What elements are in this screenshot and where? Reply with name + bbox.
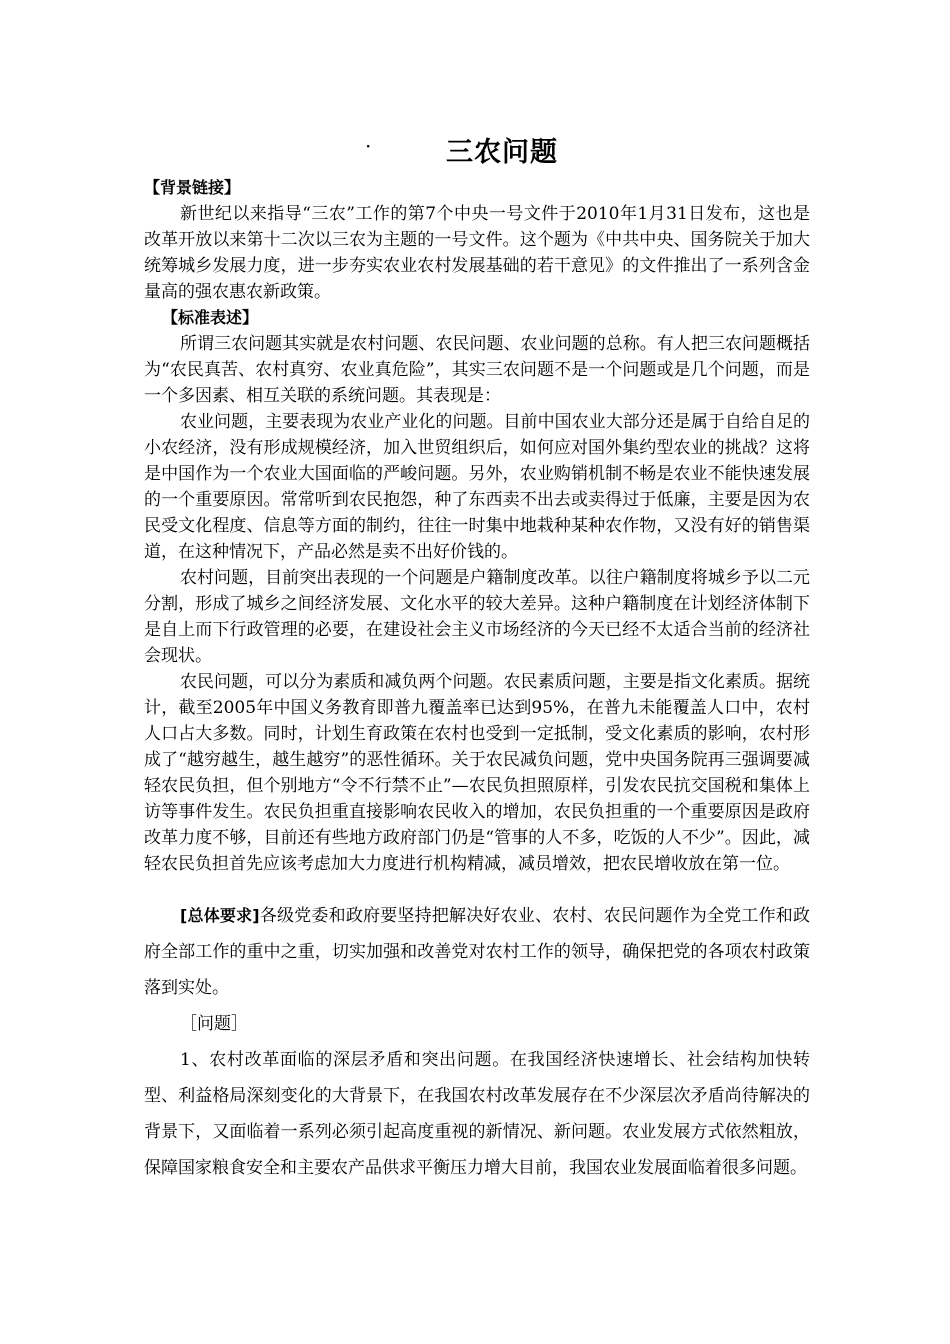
questions-heading: ［问题］ [180, 1014, 248, 1034]
questions-paragraph: 1、农村改革面临的深层矛盾和突出问题。在我国经济快速增长、社会结构加快转型、利益格局深刻变化的大背景下，在我国农村改革发展存在不少深层次矛盾尚待解决的背景下，又面临着一系列必须引起高度重视的新情况、新问题。农业发展方式依然粗放，保障国家粮食安全和主要农产品供求平衡压力增大目前，我国农业发展面临着很多问题。 [144, 1050, 810, 1178]
main-section [144, 175, 810, 877]
requirements-section [144, 898, 810, 1186]
standard-heading: 【标准表述】 [162, 308, 259, 327]
standard-paragraph-farmers: 农民问题，可以分为素质和减负两个问题。农民素质问题，主要是指文化素质。据统计，截至2005年中国义务教育即普九覆盖率已达到95%，在普九未能覆盖人口中，农村人口占大多数。同时，计划生育政策在农村也受到一定抵制，受文化素质的影响，农村形成了“越穷越生，越生越穷”的恶性循环。关于农民减负问题，党中央国务院再三强调要减轻农民负担，但个别地方“令不行禁不止”—农民负担照原样，引发农民抗交国税和集体上访等事件发生。农民负担重直接影响农民收入的增加，农民负担重的一个重要原因是政府改革力度不够，目前还有些地方政府部门仍是“管事的人不多，吃饭的人不少”。因此，减轻农民负担首先应该考虑加大力度进行机构精减，减员增效，把农民增收放在第一位。 [144, 672, 810, 874]
title-row [0, 130, 950, 170]
standard-paragraph-agriculture: 农业问题，主要表现为农业产业化的问题。目前中国农业大部分还是属于自给自足的小农经济，没有形成规模经济，加入世贸组织后，如何应对国外集约型农业的挑战？这将是中国作为一个农业大国面临的严峻问题。另外，农业购销机制不畅是农业不能快速发展的一个重要原因。常常听到农民抱怨，种了东西卖不出去或卖得过于低廉，主要是因为农民受文化程度、信息等方面的制约，往往一时集中地栽种某种农作物，又没有好的销售渠道，在这种情况下，产品必然是卖不出好价钱的。 [144, 412, 810, 562]
page-title: 三农问题 [446, 137, 558, 168]
standard-paragraph-intro: 所谓三农问题其实就是农村问题、农民问题、农业问题的总称。有人把三农问题概括为“农民真苦、农村真穷、农业真危险”，其实三农问题不是一个问题或是几个问题，而是一个多因素、相互关联的系统问题。其表现是： [144, 334, 810, 406]
overall-text: 各级党委和政府要坚持把解决好农业、农村、农民问题作为全党工作和政府全部工作的重中之重，切实加强和改善党对农村工作的领导，确保把党的各项农村政策落到实处。 [144, 906, 810, 998]
overall-heading: [总体要求] [180, 906, 260, 925]
background-heading: 【背景链接】 [144, 178, 241, 197]
standard-paragraph-rural: 农村问题，目前突出表现的一个问题是户籍制度改革。以往户籍制度将城乡予以二元分割，形成了城乡之间经济发展、文化水平的较大差异。这种户籍制度在计划经济体制下是自上而下行政管理的必要，在建设社会主义市场经济的今天已经不太适合当前的经济社会现状。 [144, 568, 810, 666]
overall-paragraph [144, 898, 810, 1006]
background-paragraph: 新世纪以来指导“三农”工作的第7个中央一号文件于2010年1月31日发布，这也是改革开放以来第十二次以三农为主题的一号文件。这个题为《中共中央、国务院关于加大统筹城乡发展力度，进一步夯实农业农村发展基础的若干意见》的文件推出了一系列含金量高的强农惠农新政策。 [144, 204, 810, 302]
title-bullet: · [365, 134, 372, 158]
